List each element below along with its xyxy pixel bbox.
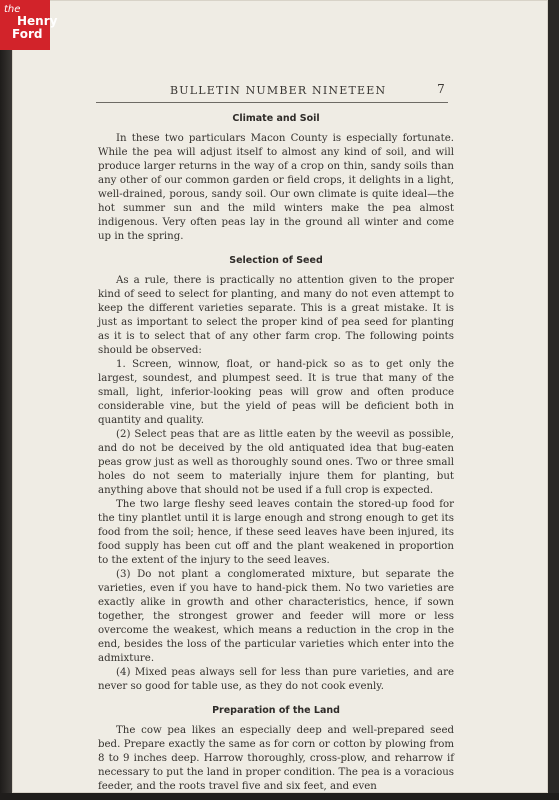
logo-henry: Henry [17,14,58,28]
logo-ford: Ford [12,27,43,41]
section-gap [98,694,454,704]
section-heading-climate: Climate and Soil [232,113,320,124]
paragraph-seed-point-3: (3) Do not plant a conglomerated mixture, but separate the varieties, even if you have to hand-pick them. No two varieties are exactly alike in growth and other characteristics, hence, if sown together, the strongest grower and feeder will more or less overcome the weakest, which means a reduction in the crop in the end, besides the loss of the particular varieties which enter into the admixture. [98,569,454,664]
bulletin-title: BULLETIN NUMBER NINETEEN [170,84,387,97]
henry-ford-logo [0,0,58,50]
page-number: 7 [437,82,446,96]
paragraph-seed-point-4: (4) Mixed peas always sell for less than pure varieties, and are never so good for table use, as they do not cook evenly. [98,667,454,692]
running-header [96,82,448,103]
paragraph-seed-point-2: (2) Select peas that are as little eaten by the weevil as possible, and do not be deceived by the old antiquated idea that bug-eaten peas grow just as well as thoroughly sound ones. Two or three small holes do not seem to materially injure them for planting, but anything above that should not be used if a full crop is expected. [98,429,454,496]
paragraph-seed-point-1: 1. Screen, winnow, float, or hand-pick so as to get only the largest, soundest, and plumpest seed. It is true that many of the small, light, inferior-looking peas will grow and often produce considerable vine, but the yield of peas will be deficient both in quantity and quality. [98,359,454,426]
paragraph-land: The cow pea likes an especially deep and well-prepared seed bed. Prepare exactly the same as for corn or cotton by plowing from 8 to 9 inches deep. Harrow thoroughly, cross-plow, and reharrow if necessary to put the land in proper condition. The pea is a voracious feeder, and the roots travel five and six feet, and even [98,725,454,792]
page-body [98,112,454,794]
section-gap [98,244,454,254]
logo-the: the [4,4,21,15]
paragraph-climate: In these two particulars Macon County is especially fortunate. While the pea will adjust itself to almost any kind of soil, and will produce larger returns in the way of a crop on thin, sandy soils than any other of our common garden or field crops, it delights in a light, well-drained, porous, sandy soil. Our own climate is quite ideal—the hot summer sun and the mild winters make the pea almost indigenous. Very often peas lay in the ground all winter and come up in the spring. [98,133,454,242]
paragraph-seed-leaves: The two large fleshy seed leaves contain the stored-up food for the tiny plantlet until it is large enough and strong enough to get its food from the soil; hence, if these seed leaves have been injured, its food supply has been cut off and the plant weakened in proportion to the extent of the injury to the seed leaves. [98,499,454,566]
section-heading-seed: Selection of Seed [229,255,323,266]
scan-edge-shadow [0,0,12,800]
section-heading-land: Preparation of the Land [212,705,340,716]
scan-bottom-edge [0,793,559,800]
paragraph-seed-intro: As a rule, there is practically no attention given to the proper kind of seed to select for planting, and many do not even attempt to keep the different varieties separate. This is a great mistake. It is just as important to select the proper kind of pea seed for planting as it is to select that of any other farm crop. The following points should be observed: [98,275,454,356]
